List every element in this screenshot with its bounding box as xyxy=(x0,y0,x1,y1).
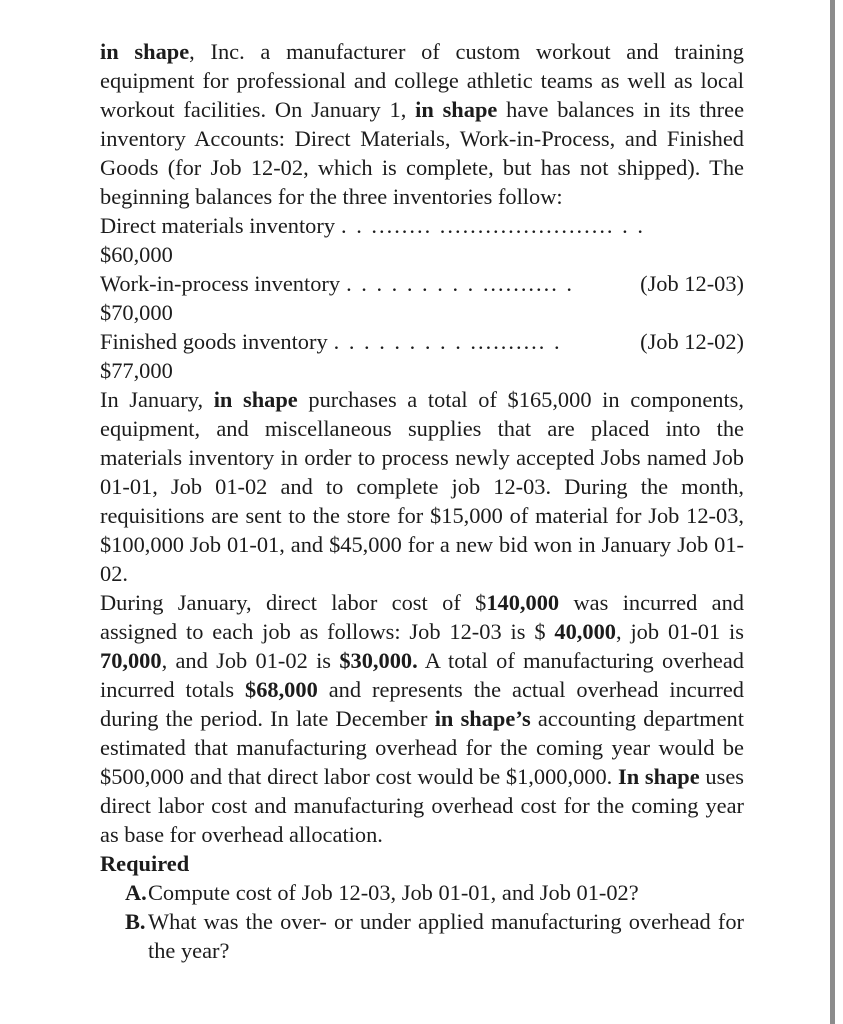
inventory-amount: $70,000 xyxy=(100,300,173,325)
dot-leader: . . . . . . . . . .......... . xyxy=(333,329,562,354)
para3-text: accounting department estimated that manufacturing overhead for the coming year would be $500,000 and that direct labor cost would be $1,000,000. xyxy=(100,706,744,789)
company-name: in shape xyxy=(415,97,498,122)
required-item-label: A. xyxy=(125,880,147,905)
para3-bold: $68,000 xyxy=(245,677,318,702)
inventory-label: Direct materials inventory xyxy=(100,213,336,238)
inventory-amount: $60,000 xyxy=(100,242,173,267)
company-name: in shape xyxy=(100,39,190,64)
labor-overhead-paragraph xyxy=(100,588,744,849)
inventory-amount: $77,000 xyxy=(100,358,173,383)
dot-leader: . . ........ ....................... . . xyxy=(341,213,645,238)
required-heading: Required xyxy=(100,851,190,876)
inventory-label: Finished goods inventory xyxy=(100,329,328,354)
problem-text xyxy=(100,37,744,965)
required-item-label: B. xyxy=(125,909,146,934)
para3-bold: 40,000 xyxy=(554,619,616,644)
intro-text-2: have balances in its three inventory Accounts: Direct Materials, Work-in-Process, and Finished Goods (for Job 12-02, which is complete, but has not shipped). The beginning balances for the three inventories follow: xyxy=(100,97,745,209)
required-item-text: Compute cost of Job 12-03, Job 01-01, and Job 01-02? xyxy=(148,880,639,905)
para3-bold: 70,000 xyxy=(100,648,162,673)
page-edge-divider xyxy=(830,0,835,1024)
intro-text-1: , Inc. a manufacturer of custom workout and training equipment for professional and college athletic teams as well as local workout facilities. On January 1, xyxy=(100,39,744,122)
para2-text-2: purchases a total of $165,000 in components, equipment, and miscellaneous supplies that are placed into the materials inventory in order to process newly accepted Jobs named Job 01-01, Job 01-02 and to complete job 12-03. During the month, requisitions are sent to the store for $15,000 of material for Job 12-03, $100,000 Job 01-01, and $45,000 for a new bid won in January Job 01-02. xyxy=(100,387,744,586)
para3-text: , job 01-01 is xyxy=(615,619,744,644)
para2-text-1: In January, xyxy=(100,387,214,412)
inventory-balances xyxy=(100,211,744,385)
inventory-label: Work-in-process inventory xyxy=(100,271,341,296)
intro-paragraph xyxy=(100,37,744,211)
para3-bold: $30,000. xyxy=(339,648,418,673)
inventory-row xyxy=(100,211,744,240)
para3-text: and represents the actual overhead incurred during the period. In late December xyxy=(100,677,744,731)
para3-bold: In shape xyxy=(618,764,700,789)
para3-bold: 140,000 xyxy=(486,590,560,615)
inventory-job: (Job 12-03) xyxy=(640,271,744,296)
para3-text: During January, direct labor cost of $ xyxy=(100,590,487,615)
para3-text: uses direct labor cost and manufacturing overhead cost for the coming year as base for overhead allocation. xyxy=(100,764,744,847)
para3-text: was incurred and assigned to each job as follows: Job 12-03 is $ xyxy=(100,590,744,644)
inventory-job: (Job 12-02) xyxy=(640,329,744,354)
para3-text: A total of manufacturing overhead incurred totals xyxy=(100,648,744,702)
inventory-row xyxy=(100,269,744,298)
para3-bold: in shape’s xyxy=(434,706,531,731)
purchases-paragraph xyxy=(100,385,744,588)
para3-text: , and Job 01-02 is xyxy=(161,648,340,673)
required-item xyxy=(100,878,744,907)
dot-leader: . . . . . . . . . .......... . xyxy=(346,271,575,296)
required-item-text: What was the over- or under applied manufacturing overhead for the year? xyxy=(148,909,744,963)
company-name: in shape xyxy=(213,387,298,412)
required-item xyxy=(100,907,744,965)
inventory-row xyxy=(100,327,744,356)
